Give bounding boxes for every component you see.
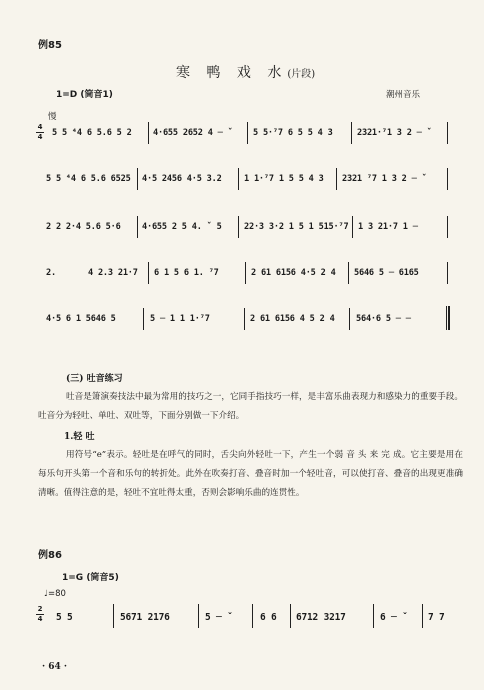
time-signature-top: 2	[37, 605, 43, 613]
barline	[351, 122, 352, 144]
example-86-label: 例86	[38, 550, 62, 561]
time-signature-bottom: 4	[37, 615, 43, 623]
tempo-marking: ♩=80	[44, 589, 66, 599]
measure: 4·655 2652 4 ─ ˇ	[153, 128, 233, 138]
light-tonguing-paragraph: 用符号“e”表示。轻吐是在呼气的同时，舌尖向外轻吐一下，产生一个弱 音 头 来 完 成。它主要是用在每乐句开头第一个音和乐句的转折处。此外在吹奏打音、叠音时加一个轻吐音，可以使打音、叠音的出现更准确清晰。值得注意的是，轻吐不宜吐得太重，否则会影响乐曲的连贯性。	[38, 450, 463, 498]
barline	[247, 122, 248, 144]
piece-title	[176, 62, 315, 82]
measure: 5646 5 ─ 6165	[354, 268, 419, 278]
measure: 2.	[46, 268, 56, 278]
piece-title-sub: (片段)	[287, 69, 316, 80]
measure: 2 2 2·4 5.6 5·6	[46, 222, 121, 232]
barline	[447, 168, 448, 190]
subsection-heading: 1.轻 吐	[64, 432, 95, 442]
barline	[447, 122, 448, 144]
final-double-barline	[446, 306, 450, 330]
measure: 4·5 6 1 5646 5	[46, 314, 116, 324]
barline	[143, 308, 144, 330]
barline	[352, 216, 353, 238]
measure: 5 5·⁷7 6 5 5 4 3	[253, 128, 333, 138]
time-signature-top: 4	[37, 123, 43, 131]
key-signature: 1=G (筒音5)	[62, 573, 119, 583]
barline	[198, 604, 199, 628]
measure: 2 61 6156 4 5 2 4	[250, 314, 335, 324]
measure: 5671 2176	[120, 612, 170, 623]
barline	[148, 122, 149, 144]
intro-paragraph: 吐音是箫演奏技法中最为常用的技巧之一，它同手指技巧一样，是丰富乐曲表现力和感染力的重要手段。吐音分为轻吐、单吐、双吐等，下面分别做一下介绍。	[38, 392, 463, 421]
measure: 4·655 2 5 4. ˇ 5	[142, 222, 222, 232]
barline	[137, 168, 138, 190]
barline	[447, 262, 448, 284]
measure: 5 ─ ˇ	[205, 612, 233, 623]
measure: 1 3 21·7 1 ─	[358, 222, 418, 232]
barline	[447, 216, 448, 238]
time-signature-bottom: 4	[37, 133, 43, 141]
measure: 2321 ⁷7 1 3 2 ─ ˇ	[342, 174, 427, 184]
measure: 4·5 2456 4·5 3.2	[142, 174, 222, 184]
barline	[349, 308, 350, 330]
time-signature	[36, 606, 44, 623]
section-heading: (三) 吐音练习	[66, 374, 123, 384]
measure: 4 2.3 21·7	[88, 268, 138, 278]
barline	[336, 168, 337, 190]
measure: 6712 3217	[296, 612, 346, 623]
barline	[238, 168, 239, 190]
measure: 5 ─ 1 1 1·⁷7	[150, 314, 210, 324]
barline	[137, 216, 138, 238]
barline	[252, 604, 253, 628]
time-signature	[36, 124, 44, 141]
page-number: · 64 ·	[42, 662, 68, 672]
barline	[373, 604, 374, 628]
measure: 7 7	[428, 612, 445, 623]
barline	[245, 262, 246, 284]
barline	[113, 604, 114, 628]
measure: 2 61 6156 4·5 2 4	[251, 268, 336, 278]
measure: 22·3 3·2 1 5 1 515·⁷7	[244, 222, 349, 232]
measure: 5 5	[56, 612, 73, 623]
barline	[290, 604, 291, 628]
measure: 5 5 ⁴4 6 5.6 5 2	[52, 128, 132, 138]
measure: 564·6 5 ─ ─	[356, 314, 411, 324]
barline	[348, 262, 349, 284]
measure: 6 1 5 6 1. ⁷7	[154, 268, 219, 278]
measure: 2321·⁷1 3 2 ─ ˇ	[357, 128, 432, 138]
measure: 6 ─ ˇ	[380, 612, 408, 623]
piece-title-main: 寒 鸭 戏 水	[176, 65, 288, 81]
barline	[244, 308, 245, 330]
measure: 5 5 ⁴4 6 5.6 6525	[46, 174, 131, 184]
barline	[238, 216, 239, 238]
source-attribution: 潮州音乐	[386, 90, 421, 100]
tempo-marking: 慢	[48, 112, 57, 122]
barline	[422, 604, 423, 628]
key-signature: 1=D (筒音1)	[56, 90, 113, 100]
barline	[148, 262, 149, 284]
example-85-label: 例85	[38, 40, 62, 51]
measure: 1 1·⁷7 1 5 5 4 3	[244, 174, 324, 184]
measure: 6 6	[260, 612, 277, 623]
